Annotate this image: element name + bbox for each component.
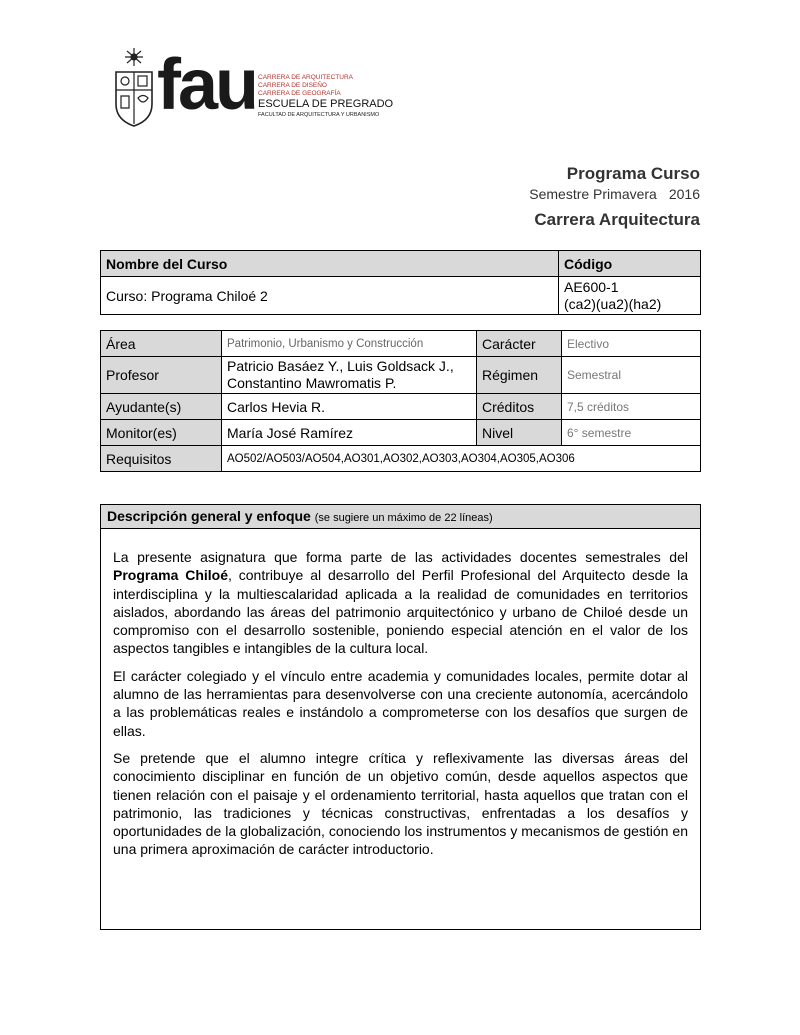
logo-line-arquitectura: CARRERA DE ARQUITECTURA [258, 74, 353, 81]
area-value: Patrimonio, Urbanismo y Construcción [222, 331, 477, 357]
creditos-value: 7,5 créditos [562, 394, 701, 420]
semester-line [529, 186, 700, 202]
course-code-line1: AE600-1 [564, 278, 619, 295]
monitor-value: María José Ramírez [222, 420, 477, 446]
regimen-value: Semestral [562, 357, 701, 394]
description-header [101, 505, 700, 529]
profesor-label: Profesor [101, 357, 222, 394]
paragraph-1-start: La presente asignatura que forma parte de las actividades docentes semestrales del [113, 549, 688, 565]
area-label: Área [101, 331, 222, 357]
semester-year: 2016 [668, 186, 700, 202]
university-seal-icon [112, 46, 156, 128]
requisitos-value: AO502/AO503/AO504,AO301,AO302,AO303,AO304,AO305,AO306 [222, 446, 701, 472]
carrera-title: Carrera Arquitectura [534, 210, 700, 229]
course-info-table [100, 330, 701, 472]
description-paragraph-1 [113, 548, 688, 658]
monitor-label: Monitor(es) [101, 420, 222, 446]
logo-faculty: FACULTAD DE ARQUITECTURA Y URBANISMO [258, 112, 380, 118]
requisitos-label: Requisitos [101, 446, 222, 472]
logo-text-block [258, 74, 393, 119]
course-code-line2: (ca2)(ua2)(ha2) [564, 295, 662, 312]
page-title: Programa Curso [566, 164, 700, 183]
logo-school: ESCUELA DE PREGRADO [258, 98, 394, 110]
ayudante-value: Carlos Hevia R. [222, 394, 477, 420]
description-heading: Descripción general y enfoque [107, 508, 311, 524]
regimen-label: Régimen [477, 357, 562, 394]
course-code-header: Código [559, 251, 701, 277]
description-body [101, 529, 700, 859]
nivel-value: 6° semestre [562, 420, 701, 446]
course-code [559, 277, 701, 315]
programa-chiloe-bold: Programa Chiloé [113, 567, 228, 584]
description-paragraph-3: Se pretende que el alumno integre crítica y reflexivamente las diversas áreas del conocimiento disciplinar en función de un objetivo común, desde aquellos aspectos que tienen relación con el paisaje y el ordenamiento territorial, hasta aquellos que tratan con el patrimonio, las tradiciones y técnicas constructivas, enfrentadas a los desafíos y oportunidades de la globalización, conociendo los instrumentos y mecanismos de gestión en una primera aproximación de carácter introductorio. [113, 749, 688, 858]
fau-logo [112, 46, 412, 130]
course-name-header: Nombre del Curso [101, 251, 559, 277]
description-heading-note: (se sugiere un máximo de 22 líneas) [314, 512, 493, 524]
semester-name: Semestre Primavera [529, 186, 657, 202]
creditos-label: Créditos [477, 394, 562, 420]
description-paragraph-2: El carácter colegiado y el vínculo entre academia y comunidades locales, permite dotar al alumno de las herramientas para desenvolverse con una creciente autonomía, acercándolo a las problemáticas reales e instándolo a comprometerse con los desafíos que surgen de ellas. [113, 667, 688, 739]
ayudante-label: Ayudante(s) [101, 394, 222, 420]
course-table [100, 250, 701, 315]
caracter-label: Carácter [477, 331, 562, 357]
nivel-label: Nivel [477, 420, 562, 446]
course-name: Curso: Programa Chiloé 2 [101, 277, 559, 315]
profesor-value: Patricio Basáez Y., Luis Goldsack J., Constantino Mawromatis P. [222, 357, 477, 394]
logo-line-geografia: CARRERA DE GEOGRAFÍA [258, 90, 341, 97]
fau-wordmark: fau [157, 45, 256, 125]
logo-line-diseno: CARRERA DE DISEÑO [258, 82, 327, 89]
caracter-value: Electivo [562, 331, 701, 357]
description-section [100, 504, 701, 930]
paragraph-1-end: , contribuye al desarrollo del Perfil Profesional del Arquitecto desde la interdisciplina y la multiescalaridad aplicada a la realidad de comunidades en territorios aislados, abordando las áreas del patrimonio arquitectónico y urbano de Chiloé desde un compromiso con el desarrollo sostenible, poniendo especial atención en el valor de los aspectos tangibles e intangibles de la cultura local. [113, 567, 689, 657]
